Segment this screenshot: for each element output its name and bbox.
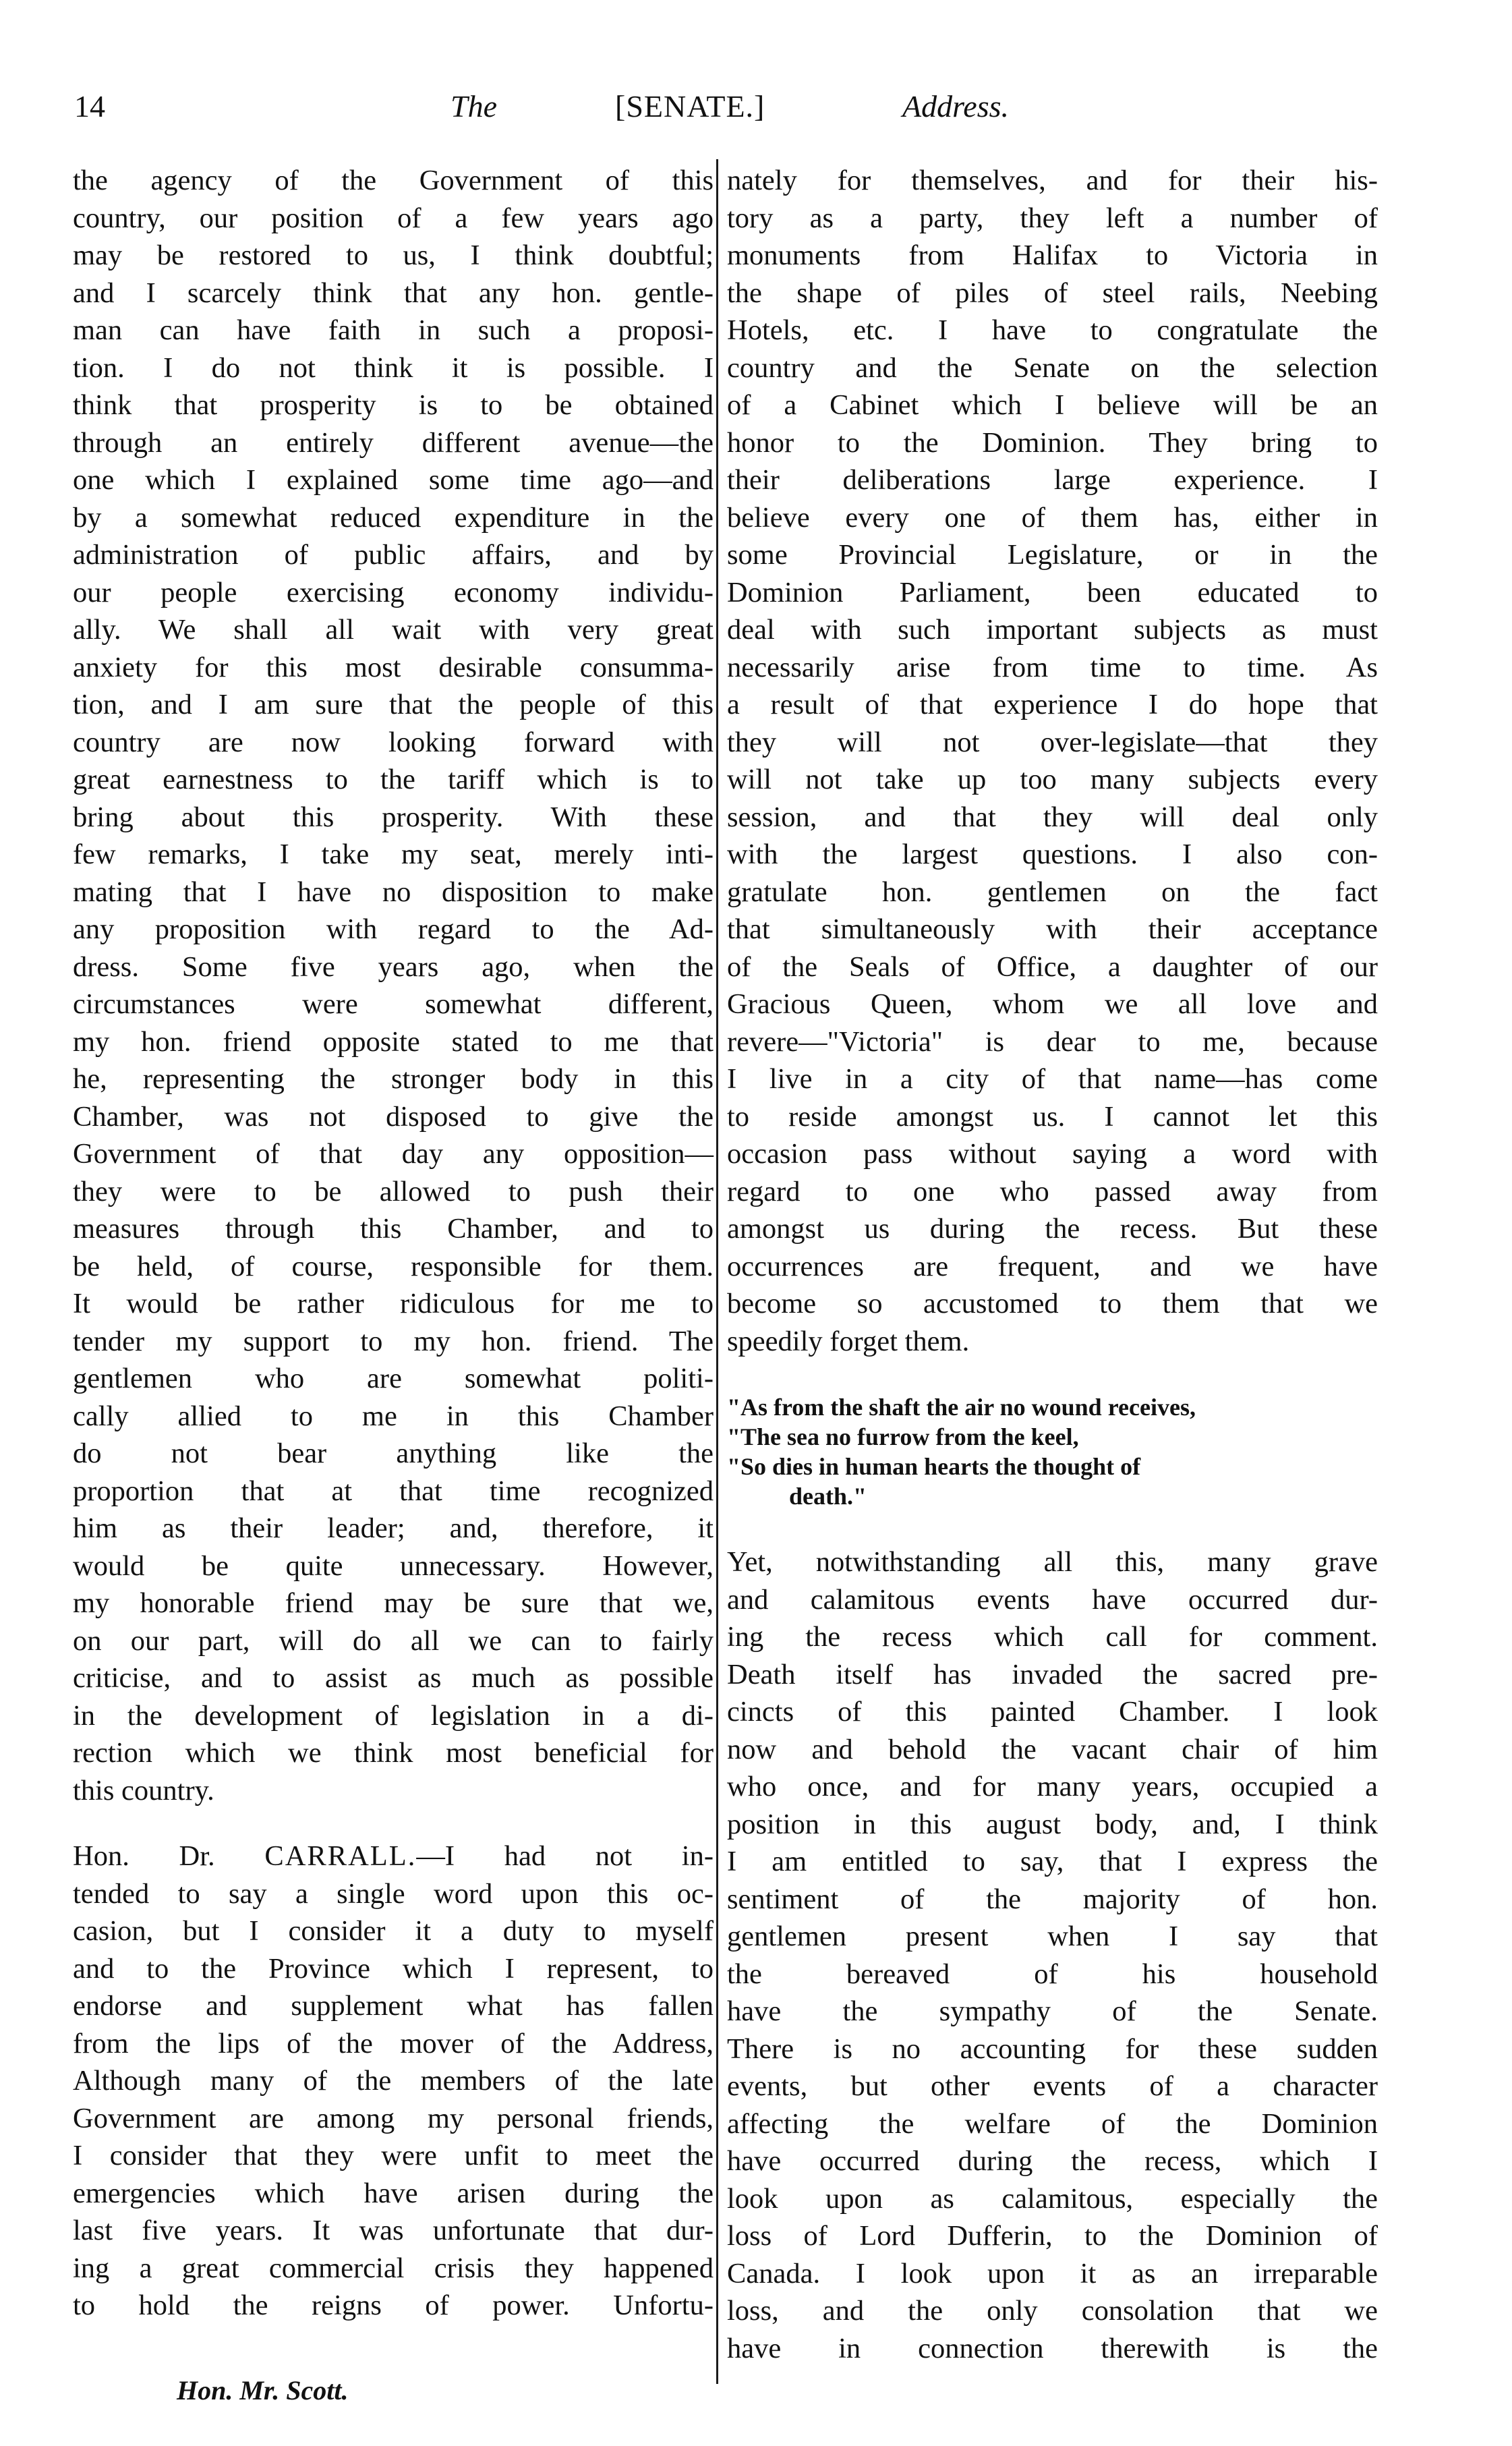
text-line: affecting the welfare of the Dominion — [727, 2107, 1378, 2140]
text-line: who once, and for many years, occupied a — [727, 1771, 1378, 1802]
text-line: to hold the reigns of power. Unfortu- — [73, 2289, 714, 2321]
text-line: tion. I do not think it is possible. I — [73, 351, 714, 384]
header-section: [SENATE.] — [615, 89, 765, 123]
poem-quote — [727, 1392, 1378, 1511]
text-line: last five years. It was unfortunate that dur- — [73, 2215, 714, 2246]
text-line: country and the Senate on the selection — [727, 351, 1378, 384]
speaker-name: CARRALL. — [264, 1840, 417, 1872]
text-line: loss, and the only consolation that we — [727, 2295, 1378, 2327]
text-line: events, but other events of a character — [727, 2070, 1378, 2102]
text-line: tory as a party, they left a number of — [727, 202, 1378, 234]
text-line: proportion that at that time recognized — [73, 1475, 714, 1507]
text-line: mating that I have no disposition to make — [73, 876, 714, 908]
text-line: administration of public affairs, and by — [73, 539, 714, 571]
text-line: I consider that they were unfit to meet the — [73, 2140, 714, 2171]
text-line: tion, and I am sure that the people of this — [73, 689, 714, 720]
text-line: circumstances were somewhat different, — [73, 988, 714, 1020]
header-the: The — [450, 89, 497, 123]
right-paragraph-2 — [727, 1543, 1378, 2367]
text-line: some Provincial Legislature, or in the — [727, 539, 1378, 571]
text-line: cincts of this painted Chamber. I look — [727, 1696, 1378, 1728]
text-line: tender my support to my hon. friend. The — [73, 1325, 714, 1357]
text-line: regard to one who passed away from — [727, 1175, 1378, 1207]
text-line: their deliberations large experience. I — [727, 464, 1378, 496]
text-line: now and behold the vacant chair of him — [727, 1733, 1378, 1765]
text-line: sentiment of the majority of hon. — [727, 1883, 1378, 1915]
text-line: of the Seals of Office, a daughter of our — [727, 950, 1378, 983]
text-line: Although many of the members of the late — [73, 2065, 714, 2097]
text-line: would be quite unnecessary. However, — [73, 1549, 714, 1582]
text-line: the agency of the Government of this — [73, 165, 714, 196]
text-line: have the sympathy of the Senate. — [727, 1995, 1378, 2027]
column-rule — [716, 159, 718, 2384]
text-line: measures through this Chamber, and to — [73, 1213, 714, 1245]
text-line: the shape of piles of steel rails, Neebing — [727, 277, 1378, 309]
text-line: with the largest questions. I also con- — [727, 838, 1378, 870]
text-line: our people exercising economy individu- — [73, 576, 714, 608]
text-line: Dominion Parliament, been educated to — [727, 576, 1378, 608]
text-line: gentlemen who are somewhat politi- — [73, 1363, 714, 1394]
text-line: through an entirely different avenue—the — [73, 426, 714, 459]
text-line: speedily forget them. — [727, 1325, 970, 1357]
text-line: I am entitled to say, that I express the — [727, 1846, 1378, 1877]
text-line: casion, but I consider it a duty to myself — [73, 1915, 714, 1947]
text-line: dress. Some five years ago, when the — [73, 950, 714, 983]
text-line: nately for themselves, and for their his- — [727, 165, 1378, 196]
poem-line: "So dies in human hearts the thought of — [727, 1453, 1141, 1480]
text-line: country, our position of a few years ago — [73, 202, 714, 234]
text-line: any proposition with regard to the Ad- — [73, 913, 714, 945]
right-column — [727, 162, 1378, 2367]
text-line: from the lips of the mover of the Address, — [73, 2027, 714, 2059]
text-line: amongst us during the recess. But these — [727, 1213, 1378, 1245]
text-line: of a Cabinet which I believe will be an — [727, 389, 1378, 421]
text-line: Chamber, was not disposed to give the — [73, 1100, 714, 1133]
text-line: monuments from Halifax to Victoria in — [727, 239, 1378, 271]
speaker-prefix: Hon. Dr. — [73, 1840, 265, 1872]
text-line: my honorable friend may be sure that we, — [73, 1587, 714, 1619]
text-line: emergencies which have arisen during the — [73, 2177, 714, 2209]
text-line: honor to the Dominion. They bring to — [727, 426, 1378, 459]
text-line: him as their leader; and, therefore, it — [73, 1512, 714, 1544]
poem-line: "The sea no furrow from the keel, — [727, 1423, 1079, 1450]
page-number: 14 — [74, 89, 105, 123]
text-line: on our part, will do all we can to fairly — [73, 1624, 714, 1657]
text-line: revere—"Victoria" is dear to me, because — [727, 1025, 1378, 1058]
text-line: this country. — [73, 1774, 214, 1807]
speaker-text: —I had not in- — [416, 1840, 714, 1872]
text-line: a result of that experience I do hope that — [727, 689, 1378, 720]
left-paragraph-1 — [73, 162, 714, 1809]
text-line: rection which we think most beneficial for — [73, 1737, 714, 1769]
text-line: anxiety for this most desirable consumma- — [73, 651, 714, 683]
text-line: they were to be allowed to push their — [73, 1175, 714, 1207]
right-paragraph-1 — [727, 162, 1378, 1360]
text-line: occasion pass without saying a word with — [727, 1138, 1378, 1170]
text-line: in the development of legislation in a di- — [73, 1699, 714, 1732]
text-line: ing the recess which call for comment. — [727, 1621, 1378, 1653]
text-line: bring about this prosperity. With these — [73, 801, 714, 833]
text-line: will not take up too many subjects every — [727, 764, 1378, 795]
speaker-line — [73, 1838, 714, 1875]
text-line: believe every one of them has, either in — [727, 501, 1378, 534]
text-line: Hotels, etc. I have to congratulate the — [727, 314, 1378, 346]
text-line: country are now looking forward with — [73, 726, 714, 758]
text-line: great earnestness to the tariff which is to — [73, 764, 714, 795]
poem-line: death." — [789, 1483, 867, 1510]
text-line: gratulate hon. gentlemen on the fact — [727, 876, 1378, 908]
text-line: he, representing the stronger body in this — [73, 1063, 714, 1095]
text-line: cally allied to me in this Chamber — [73, 1400, 714, 1432]
left-paragraph-2 — [73, 1875, 714, 2325]
text-line: and to the Province which I represent, to — [73, 1952, 714, 1985]
text-line: man can have faith in such a proposi- — [73, 314, 714, 346]
text-line: Canada. I look upon it as an irreparable — [727, 2257, 1378, 2289]
text-line: by a somewhat reduced expenditure in the — [73, 501, 714, 534]
text-line: tended to say a single word upon this oc- — [73, 1877, 714, 1910]
text-line: loss of Lord Dufferin, to the Dominion of — [727, 2220, 1378, 2252]
text-line: to reside amongst us. I cannot let this — [727, 1100, 1378, 1133]
text-line: Government of that day any opposition— — [73, 1138, 714, 1170]
paragraph-gap — [73, 1809, 714, 1838]
text-line: criticise, and to assist as much as possible — [73, 1662, 714, 1694]
text-line: think that prosperity is to be obtained — [73, 389, 714, 421]
text-line: they will not over-legislate—that they — [727, 726, 1378, 758]
text-line: It would be rather ridiculous for me to — [73, 1288, 714, 1319]
text-line: occurrences are frequent, and we have — [727, 1250, 1378, 1282]
text-line: do not bear anything like the — [73, 1438, 714, 1469]
text-line: have in connection therewith is the — [727, 2332, 1378, 2364]
left-column — [73, 162, 714, 2325]
text-line: ally. We shall all wait with very great — [73, 614, 714, 646]
poem-line: "As from the shaft the air no wound receives, — [727, 1394, 1196, 1421]
text-line: deal with such important subjects as must — [727, 614, 1378, 646]
text-line: have occurred during the recess, which I — [727, 2145, 1378, 2177]
text-line: the bereaved of his household — [727, 1958, 1378, 1990]
text-line: There is no accounting for these sudden — [727, 2032, 1378, 2065]
text-line: may be restored to us, I think doubtful; — [73, 239, 714, 271]
text-line: endorse and supplement what has fallen — [73, 1990, 714, 2022]
text-line: Death itself has invaded the sacred pre- — [727, 1658, 1378, 1690]
header-title: Address. — [902, 89, 1010, 123]
text-line: I live in a city of that name—has come — [727, 1063, 1378, 1095]
text-line: necessarily arise from time to time. As — [727, 651, 1378, 683]
text-line: session, and that they will deal only — [727, 801, 1378, 833]
text-line: one which I explained some time ago—and — [73, 464, 714, 496]
footer-signature: Hon. Mr. Scott. — [177, 2375, 349, 2406]
text-line: and I scarcely think that any hon. gentle- — [73, 277, 714, 309]
text-line: my hon. friend opposite stated to me that — [73, 1025, 714, 1058]
text-line: Government are among my personal friends, — [73, 2102, 714, 2134]
text-line: position in this august body, and, I think — [727, 1808, 1378, 1840]
text-line: that simultaneously with their acceptance — [727, 913, 1378, 945]
text-line: look upon as calamitous, especially the — [727, 2182, 1378, 2215]
text-line: and calamitous events have occurred dur- — [727, 1583, 1378, 1616]
text-line: Gracious Queen, whom we all love and — [727, 988, 1378, 1020]
text-line: gentlemen present when I say that — [727, 1921, 1378, 1952]
text-line: few remarks, I take my seat, merely inti- — [73, 838, 714, 870]
text-line: ing a great commercial crisis they happened — [73, 2252, 714, 2284]
text-line: become so accustomed to them that we — [727, 1288, 1378, 1319]
text-line: Yet, notwithstanding all this, many grave — [727, 1546, 1378, 1578]
text-line: be held, of course, responsible for them. — [73, 1250, 714, 1282]
